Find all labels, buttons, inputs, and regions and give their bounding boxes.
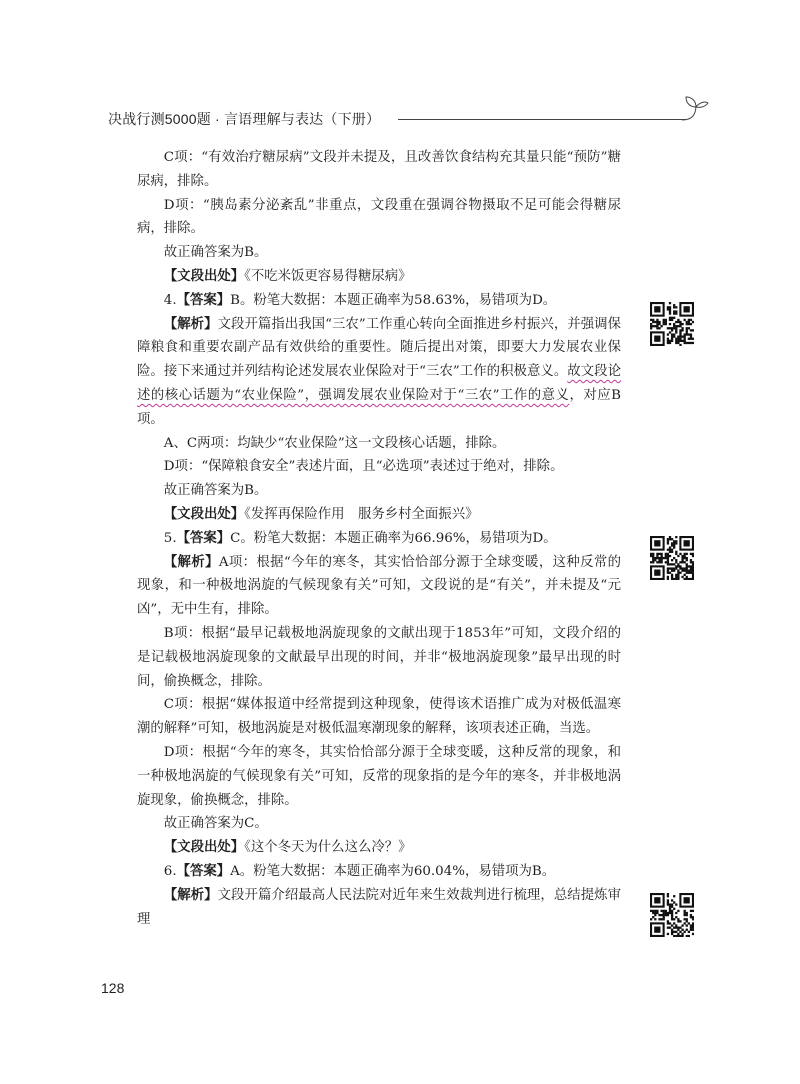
q3-c-item: C项：“有效治疗糖尿病”文段并未提及，且改善饮食结构充其量只能“预防”糖尿病，排除。 <box>137 150 621 189</box>
qr-code-icon[interactable] <box>650 893 694 937</box>
q4-analysis-pre: 文段开篇指出我国“三农”工作重心转向全面推进乡村振兴，并强调保障粮食和重要农副产品有效供给的重要性。随后提出对策，即要大力发展农业保险。接下来通过并列结构论述发展农业保险对于“三农”工作的积极意义。 <box>137 316 621 380</box>
answer-label: 【答案】 <box>176 530 231 546</box>
q3-d-item: D项：“胰岛素分泌紊乱”非重点，文段重在强调谷物摄取不足可能会得糖尿病，排除。 <box>137 197 621 237</box>
q3-source: 《不吃米饭更容易得糖尿病》 <box>244 268 412 284</box>
q4-d-item: D项：“保障粮食安全”表述片面，且“必选项”表述过于绝对，排除。 <box>163 459 564 475</box>
qr-code-graphic <box>650 536 694 580</box>
analysis-label: 【解析】 <box>163 887 218 903</box>
qr-code-graphic <box>650 302 694 346</box>
q5-source-line <box>137 836 621 860</box>
q3-source-line <box>137 265 621 289</box>
q6-answer-line <box>137 860 621 884</box>
q5-a-item-text: A项：根据“今年的寒冬，其实恰恰部分源于全球变暖，这种反常的现象，和一种极地涡旋的气候现象有关”可知，文段说的是“有关”，并未提及“元凶”，无中生有，排除。 <box>137 554 622 618</box>
q4-ac-item: A、C两项：均缺少“农业保险”这一文段核心话题，排除。 <box>163 435 506 451</box>
q6-analysis <box>137 884 621 932</box>
q5-d-item: D项：根据“今年的寒冬，其实恰恰部分源于全球变暖，这种反常的现象，和一种极地涡旋的气候现象有关”可知，反常的现象指的是今年的寒冬，并非极地涡旋现象，偷换概念，排除。 <box>137 744 621 808</box>
q3-conclusion: 故正确答案为B。 <box>163 245 268 261</box>
running-header <box>96 105 716 135</box>
q4-source: 《发挥再保险作用 服务乡村全面振兴》 <box>244 506 479 522</box>
q5-b-item: B项：根据“最早记载极地涡旋现象的文献出现于1853年”可知，文段介绍的是记载极地涡旋现象的文献最早出现的时间，并非“极地涡旋现象”最早出现的时间，偷换概念，排除。 <box>137 625 621 689</box>
q5-c-item: C项：根据“媒体报道中经常提到这种现象，使得该术语推广成为对极低温寒潮的解释”可知，极地涡旋是对极低温寒潮现象的解释，该项表述正确，当选。 <box>137 697 621 737</box>
q4-analysis-post: ，对应B项。 <box>137 387 621 427</box>
q5-a-item <box>137 551 621 622</box>
sprout-leaf-icon <box>678 95 710 125</box>
page-content <box>137 146 621 931</box>
q4-conclusion: 故正确答案为B。 <box>163 483 268 499</box>
source-label: 【文段出处】 <box>163 840 245 856</box>
q4-analysis <box>137 313 621 432</box>
page-number: 128 <box>101 980 125 996</box>
q5-number: 5. <box>163 530 177 546</box>
q6-number: 6. <box>163 863 177 879</box>
q6-answer: A。粉笔大数据：本题正确率为60.04%，易错项为B。 <box>230 863 556 879</box>
qr-code-icon[interactable] <box>650 302 694 346</box>
q5-source: 《这个冬天为什么这么冷？》 <box>244 840 412 856</box>
q4-source-line <box>137 503 621 527</box>
qr-code-icon[interactable] <box>650 536 694 580</box>
analysis-label: 【解析】 <box>163 316 218 332</box>
q4-answer: B。粉笔大数据：本题正确率为58.63%，易错项为D。 <box>230 292 557 308</box>
qr-code-graphic <box>650 893 694 937</box>
q4-analysis-highlight: 故文段论述的核心话题为“农业保险”，强调发展农业保险对于“三农”工作的意义 <box>137 364 621 403</box>
q4-answer-line <box>137 289 621 313</box>
q5-conclusion: 故正确答案为C。 <box>163 816 268 832</box>
answer-label: 【答案】 <box>176 863 231 879</box>
q5-answer: C。粉笔大数据：本题正确率为66.96%，易错项为D。 <box>230 530 557 546</box>
q4-number: 4. <box>163 292 177 308</box>
analysis-label: 【解析】 <box>163 554 219 570</box>
book-title: 决战行测5000题 · 言语理解与表达（下册） <box>108 111 381 127</box>
source-label: 【文段出处】 <box>163 506 245 522</box>
q5-answer-line <box>137 527 621 551</box>
answer-label: 【答案】 <box>176 292 231 308</box>
q6-analysis-text: 文段开篇介绍最高人民法院对近年来生效裁判进行梳理，总结提炼审理 <box>137 887 621 927</box>
header-rule <box>398 119 686 120</box>
source-label: 【文段出处】 <box>163 268 245 284</box>
